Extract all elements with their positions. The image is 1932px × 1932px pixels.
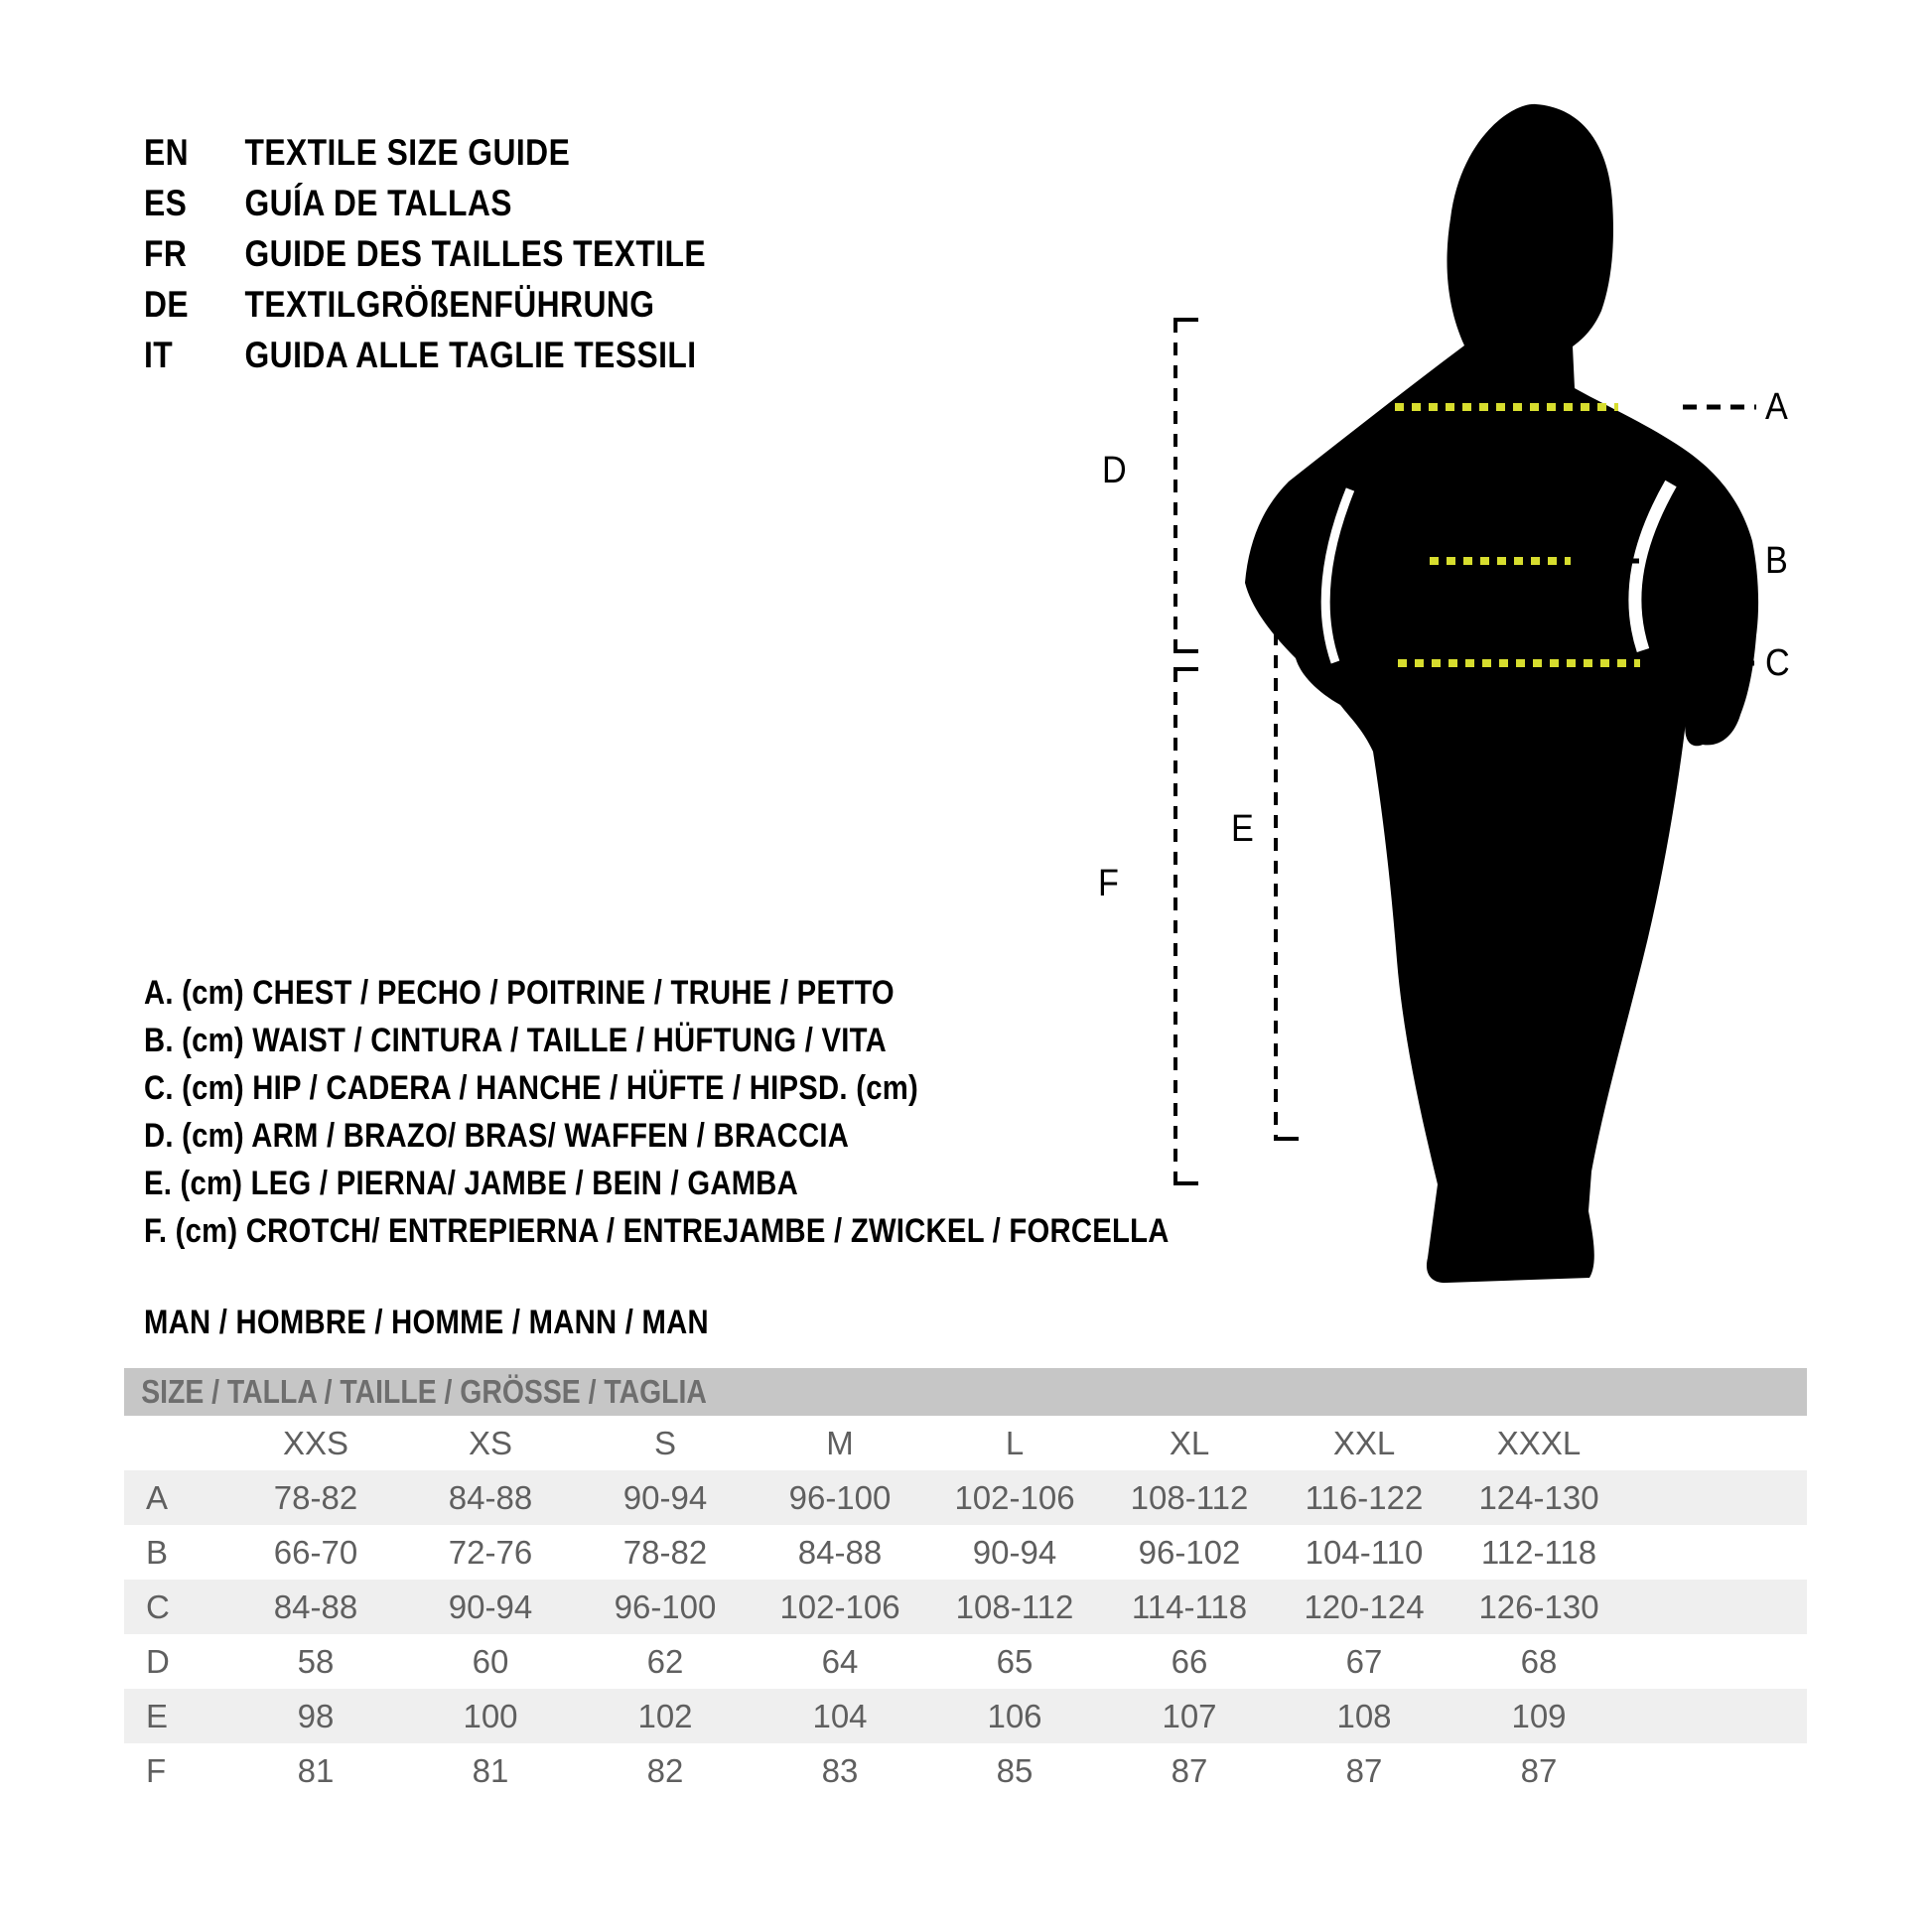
size-cell: 96-100: [614, 1587, 717, 1625]
chest-label-a: A: [1765, 386, 1788, 428]
size-cell: 84-88: [797, 1533, 883, 1571]
row-label: E: [146, 1697, 169, 1734]
size-cell: 85: [996, 1751, 1034, 1789]
row-label: F: [146, 1751, 167, 1789]
size-cell: 67: [1345, 1642, 1383, 1680]
column-header: XXXL: [1496, 1424, 1582, 1461]
size-cell: 112-118: [1480, 1533, 1597, 1571]
size-cell: 87: [1171, 1751, 1208, 1789]
size-cell: 106: [987, 1697, 1042, 1734]
size-cell: 98: [297, 1697, 335, 1734]
measurement-legend-line: F. (cm) CROTCH/ ENTREPIERNA / ENTREJAMBE / ZWICKEL / FORCELLA: [144, 1212, 1170, 1250]
column-header: XL: [1169, 1424, 1210, 1461]
hip-label-c: C: [1765, 642, 1790, 684]
size-cell: 81: [297, 1751, 335, 1789]
size-cell: 108: [1336, 1697, 1392, 1734]
size-cell: 102-106: [954, 1478, 1075, 1516]
table-row: [124, 1743, 1807, 1798]
column-header: S: [653, 1424, 676, 1461]
size-cell: 124-130: [1478, 1478, 1599, 1516]
table-header-bar: [124, 1368, 1807, 1416]
size-cell: 87: [1520, 1751, 1558, 1789]
size-cell: 84-88: [273, 1587, 358, 1625]
size-cell: 66-70: [273, 1533, 358, 1571]
measurement-legend: [144, 969, 1170, 1255]
size-cell: 66: [1171, 1642, 1208, 1680]
size-cell: 120-124: [1304, 1587, 1425, 1625]
size-cell: 72-76: [448, 1533, 533, 1571]
language-guide-title: GUIDE DES TAILLES TEXTILE: [244, 233, 707, 274]
crotch-label-f: F: [1098, 863, 1119, 904]
language-row: [144, 330, 706, 380]
size-cell: 114-118: [1131, 1587, 1248, 1625]
size-cell: 62: [646, 1642, 684, 1680]
size-cell: 64: [821, 1642, 859, 1680]
waist-label-b: B: [1765, 540, 1788, 582]
size-cell: 60: [472, 1642, 509, 1680]
size-cell: 87: [1345, 1751, 1383, 1789]
language-row: [144, 228, 706, 279]
language-code: FR: [144, 233, 188, 274]
man-silhouette-figure: [1047, 94, 1932, 1286]
size-cell: 90-94: [972, 1533, 1057, 1571]
language-code: EN: [144, 132, 190, 173]
size-cell: 90-94: [448, 1587, 533, 1625]
table-header-title: SIZE / TALLA / TAILLE / GRÖSSE / TAGLIA: [141, 1373, 707, 1410]
size-cell: 108-112: [1130, 1478, 1249, 1516]
size-cell: 102-106: [779, 1587, 900, 1625]
size-cell: 90-94: [622, 1478, 708, 1516]
size-cell: 104-110: [1305, 1533, 1424, 1571]
language-code: IT: [144, 335, 174, 375]
column-header: XXS: [282, 1424, 349, 1461]
language-guide-title: TEXTILGRÖßENFÜHRUNG: [244, 284, 655, 325]
column-header: XS: [468, 1424, 513, 1461]
row-label: B: [146, 1533, 169, 1571]
column-header: XXL: [1332, 1424, 1396, 1461]
size-cell: 96-102: [1138, 1533, 1241, 1571]
size-cell: 81: [472, 1751, 509, 1789]
measurement-legend-line: D. (cm) ARM / BRAZO/ BRAS/ WAFFEN / BRACCIA: [144, 1117, 850, 1155]
gender-line: MAN / HOMBRE / HOMME / MANN / MAN: [144, 1304, 709, 1341]
size-cell: 65: [996, 1642, 1034, 1680]
man-silhouette: [1245, 104, 1758, 1283]
column-header: M: [826, 1424, 854, 1461]
size-cell: 108-112: [955, 1587, 1074, 1625]
table-columns-row: [124, 1416, 1807, 1470]
size-cell: 83: [821, 1751, 859, 1789]
language-code: ES: [144, 183, 188, 223]
size-table: [124, 1368, 1807, 1798]
measurement-legend-line: E. (cm) LEG / PIERNA/ JAMBE / BEIN / GAMBA: [144, 1165, 799, 1202]
table-row: [124, 1525, 1807, 1580]
size-cell: 100: [463, 1697, 518, 1734]
size-cell: 78-82: [273, 1478, 358, 1516]
language-guide: [144, 127, 706, 380]
table-row: [124, 1580, 1807, 1634]
arm-label-d: D: [1102, 450, 1127, 491]
language-guide-title: TEXTILE SIZE GUIDE: [244, 132, 571, 173]
language-guide-title: GUIDA ALLE TAGLIE TESSILI: [244, 335, 697, 375]
row-label: A: [146, 1478, 169, 1516]
language-row: [144, 178, 706, 228]
row-label: D: [146, 1642, 170, 1680]
language-code: DE: [144, 284, 190, 325]
size-cell: 107: [1162, 1697, 1217, 1734]
table-row: [124, 1634, 1807, 1689]
measurement-legend-line: B. (cm) WAIST / CINTURA / TAILLE / HÜFTUNG / VITA: [144, 1022, 887, 1059]
measurement-legend-line: C. (cm) HIP / CADERA / HANCHE / HÜFTE / HIPSD. (cm): [144, 1069, 918, 1107]
row-label: C: [146, 1587, 170, 1625]
table-body: [124, 1416, 1807, 1798]
column-header: L: [1005, 1424, 1025, 1461]
size-cell: 96-100: [788, 1478, 892, 1516]
size-cell: 58: [297, 1642, 335, 1680]
leg-label-e: E: [1231, 808, 1254, 850]
measurement-legend-line: A. (cm) CHEST / PECHO / POITRINE / TRUHE / PETTO: [144, 974, 895, 1012]
size-cell: 116-122: [1305, 1478, 1424, 1516]
size-cell: 102: [637, 1697, 693, 1734]
size-cell: 126-130: [1478, 1587, 1599, 1625]
size-cell: 68: [1520, 1642, 1558, 1680]
size-cell: 78-82: [622, 1533, 708, 1571]
size-cell: 104: [812, 1697, 868, 1734]
size-cell: 82: [646, 1751, 684, 1789]
language-row: [144, 127, 706, 178]
table-row: [124, 1470, 1807, 1525]
table-row: [124, 1689, 1807, 1743]
language-guide-title: GUÍA DE TALLAS: [244, 183, 512, 223]
language-row: [144, 279, 706, 330]
size-cell: 109: [1511, 1697, 1567, 1734]
size-cell: 84-88: [448, 1478, 533, 1516]
